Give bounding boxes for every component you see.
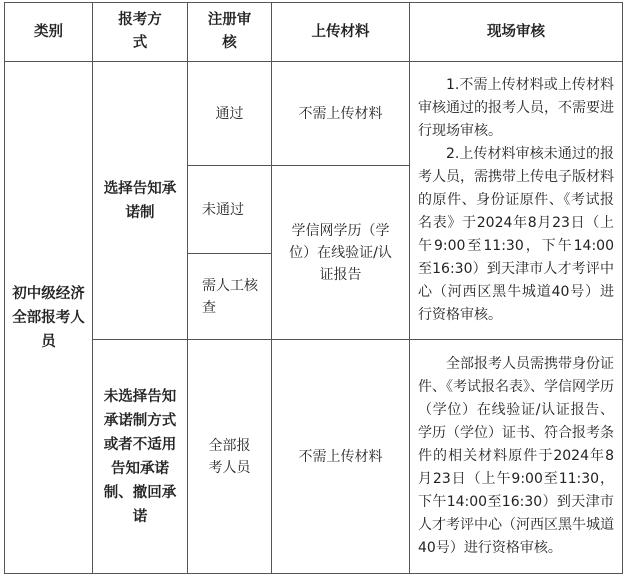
upload-none-cell: 不需上传材料	[272, 340, 410, 574]
header-onsite: 现场审核	[410, 3, 623, 62]
upload-pass-cell: 不需上传材料	[272, 62, 410, 166]
header-method: 报考方式	[93, 3, 188, 62]
category-cell: 初中级经济全部报考人员	[5, 62, 93, 574]
review-fail-cell: 未通过	[188, 166, 272, 254]
header-upload: 上传材料	[272, 3, 410, 62]
review-all-cell: 全部报考人员	[188, 340, 272, 574]
onsite-a-para-2: 2.上传材料审核未通过的报考人员，需携带上传电子版材料的原件、身份证原件、《考试报名表》于2024年8月23日（上午9:00至11:30，下午14:00至16:30）到天津市人才考评中心（河西区黑牛城道40号）进行资格审核。	[418, 145, 614, 323]
onsite-b-para: 全部报考人员需携带身份证件、《考试报名表》、学信网学历（学位）在线验证/认证报告、学历（学位）证书、符合报考条件的相关材料原件于2024年8月23日（上午9:00至11:30，下午14:00至16:30）到天津市人才考评中心（河西区黑牛城道40号）进行资格审核。	[418, 355, 614, 556]
exam-review-table	[4, 2, 623, 574]
review-pass-cell: 通过	[188, 62, 272, 166]
table-row	[5, 62, 623, 166]
onsite-cell-b	[410, 340, 623, 574]
review-manual-cell: 需人工核查	[188, 254, 272, 340]
header-registration-review: 注册审核	[188, 3, 272, 62]
header-category: 类别	[5, 3, 93, 62]
method-cell-b: 未选择告知承诺制方式或者不适用告知承诺制、撤回承诺	[93, 340, 188, 574]
onsite-cell-a	[410, 62, 623, 340]
onsite-a-para-1: 1.不需上传材料或上传材料审核通过的报考人员，不需要进行现场审核。	[418, 76, 614, 139]
upload-report-cell: 学信网学历（学位）在线验证/认证报告	[272, 166, 410, 340]
table-row	[5, 340, 623, 574]
method-cell-a: 选择告知承诺制	[93, 62, 188, 340]
table-header-row	[5, 3, 623, 62]
